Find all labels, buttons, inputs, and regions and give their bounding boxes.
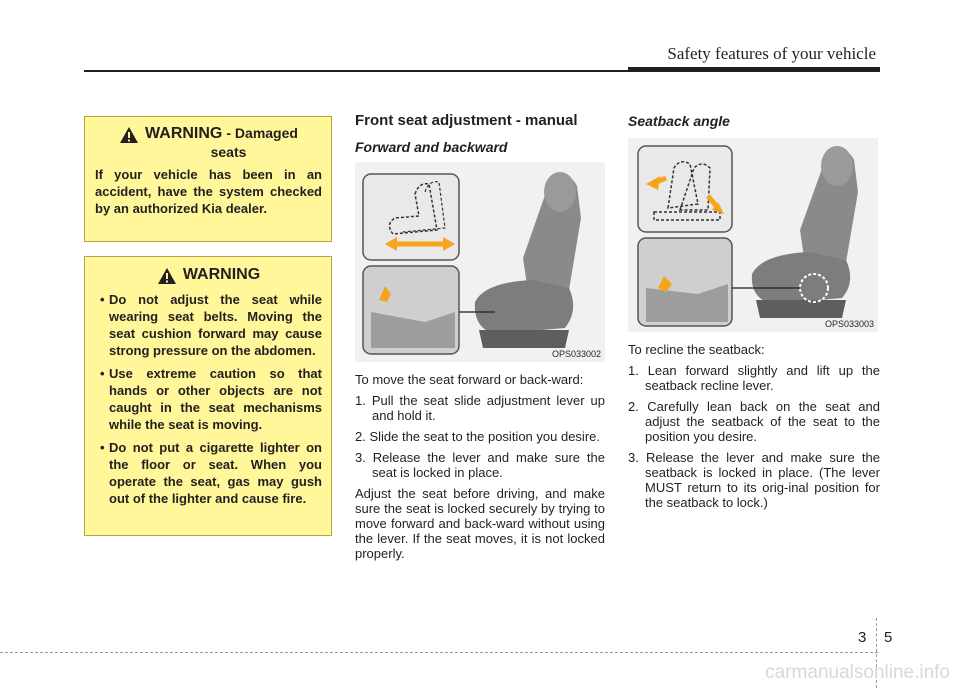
warning-title: WARNING (182, 266, 261, 283)
warning-item: • Do not put a cigarette lighter on the floor or seat. When you operate the seat, gas may gush out of the lighter and cause fire. (95, 439, 322, 507)
seatback-figure (628, 138, 878, 332)
front-seat-section (355, 112, 605, 561)
seat-slide-figure (355, 162, 605, 362)
figure-code: OPS033003 (824, 319, 874, 329)
subheading-forward-backward: Forward and backward (355, 139, 508, 155)
intro-text: To move the seat forward or back-ward: (355, 372, 584, 387)
warning-item: • Use extreme caution so that hands or other objects are not caught in the seat mechanisms while the seat is moving. (95, 365, 322, 433)
warning-triangle-icon (119, 126, 139, 144)
seatback-illustration (628, 138, 878, 332)
step-item: 2. Carefully lean back on the seat and adjust the seatback of the seat to the position you desire. (628, 399, 880, 444)
warning-body: If your vehicle has been in an accident, have the system checked by an authorized Kia dealer. (95, 167, 322, 216)
steps-list (628, 363, 880, 510)
step-item: 2. Slide the seat to the position you desire. (355, 429, 600, 444)
intro-text: To recline the seatback: (628, 342, 765, 357)
warning-item: • Do not adjust the seat while wearing seat belts. Moving the seat cushion forward may cause strong pressure on the abdomen. (95, 291, 322, 359)
footer-rule (0, 652, 878, 653)
warning-damaged-seats (84, 116, 332, 242)
step-item: 1. Pull the seat slide adjustment lever up and hold it. (355, 393, 605, 423)
seat-slide-illustration (355, 162, 605, 362)
header-rule-accent (628, 67, 880, 72)
warning-list (95, 291, 322, 507)
warning-title: WARNING (145, 125, 223, 142)
note-paragraph: Adjust the seat before driving, and make sure the seat is locked securely by trying to move forward and back-ward without using the lever. If the seat moves, it is not locked properly. (355, 486, 605, 561)
seatback-section (628, 112, 880, 516)
chapter-number: 3 (858, 629, 867, 646)
warning-header (95, 125, 322, 144)
watermark: carmanualsonline.info (765, 662, 950, 683)
step-item: 1. Lean forward slightly and lift up the seatback recline lever. (628, 363, 880, 393)
page-number: 5 (884, 629, 893, 646)
figure-code: OPS033002 (551, 349, 601, 359)
warning-header (95, 266, 322, 285)
section-title: Safety features of your vehicle (667, 44, 876, 63)
steps-list (355, 393, 605, 480)
warning-subtitle-cont: seats (210, 144, 247, 160)
warning-triangle-icon (157, 267, 177, 285)
section-heading: Front seat adjustment - manual (355, 112, 578, 129)
step-item: 3. Release the lever and make sure the seatback is locked in place. (The lever MUST return to its orig-inal position for the seatback to lock.) (628, 450, 880, 510)
warning-subtitle: - Damaged (226, 125, 298, 141)
step-item: 3. Release the lever and make sure the seat is locked in place. (355, 450, 605, 480)
warning-seat-operation (84, 256, 332, 536)
subheading-seatback-angle: Seatback angle (628, 113, 730, 129)
